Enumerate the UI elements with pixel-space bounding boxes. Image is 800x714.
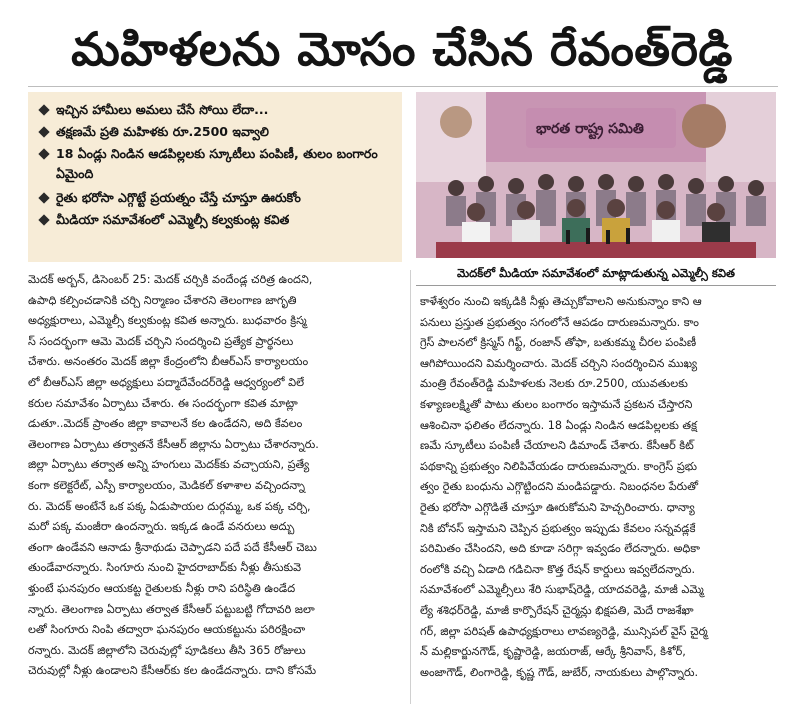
headline: మహిళలను మోసం చేసిన రేవంత్‌రెడ్డి xyxy=(71,22,733,76)
bullet-icon xyxy=(38,126,49,137)
article-line: అంజాగౌడ్, లింగారెడ్డి, కృష్ణ గౌడ్, జుబేర్, నాయకులు పాల్గొన్నారు. xyxy=(420,665,699,679)
bullet-icon xyxy=(38,148,49,159)
article-line: కంగా కలెక్టరేట్, ఎస్పీ కార్యాలయం, మెడికల్ కళాశాల వచ్చిందన్నా xyxy=(28,478,305,492)
article-line: జిల్లా ఏర్పాటు తర్వాత అన్ని హంగులు మెదక్‌కు వచ్చాయని, ప్రత్యే xyxy=(28,458,310,472)
banner-text: భారత రాష్ట్ర సమితి xyxy=(536,121,644,137)
article-line: న్నారు. తెలంగాణ ఏర్పాటు తర్వాత కేసీఆర్ పట్టుబట్టి గోదావరి జలా xyxy=(28,602,315,616)
article-line: తెలంగాణ ఏర్పాటు తర్వాతనే కేసీఆర్ జిల్లాను ఏర్పాటు చేశారన్నారు. xyxy=(28,437,319,451)
article-line: ఆశించినా ఫలితం లేదన్నారు. 18 ఏండ్లు నిండిన ఆడపిల్లలకు తక్ష xyxy=(420,418,697,432)
article-line: పరిమితం చేసిందని, అది కూడా సరిగ్గా ఇవ్వడం లేదన్నారు. అధికా xyxy=(420,542,701,556)
article-line: తంగా ఉండేవని ఆనాడు శ్రీనాథుడు చెప్పాడని పదే పదే కేసీఆర్ చెబు xyxy=(28,540,317,554)
article-line: కాళేశ్వరం నుంచి ఇక్కడికి నీళ్లు తెచ్చుకోవాలని అనుకున్నాం కాని ఆ xyxy=(420,295,702,308)
highlight-item: 18 ఏండ్లు నిండిన ఆడపిల్లలకు స్కూటీలు పంపిణీ, తులం బంగారం ఏమైంది xyxy=(38,144,396,186)
highlight-item: తక్షణమే ప్రతి మహిళకు రూ.2500 ఇవ్వాలి xyxy=(38,122,396,142)
article-line: ల్యే శశిధర్‌రెడ్డి, మాజీ కార్పొరేషన్ చైర్మన్లు భిక్షపతి, మెదే రాజశేఖా xyxy=(420,603,694,617)
article-line: మరో పక్క మంజీరా ఉందన్నారు. ఇక్కడ ఉండే వనరులు అద్బు xyxy=(28,520,295,534)
highlight-item: మీడియా సమావేశంలో ఎమ్మెల్సీ కల్వకుంట్ల కవిత xyxy=(38,210,396,230)
article-line: లో బీఆర్ఎస్ జిల్లా అధ్యక్షులు పద్మాదేవేందర్‌రెడ్డి ఆధ్వర్యంలో విలే xyxy=(28,375,304,389)
caption-rule xyxy=(416,285,776,286)
press-conference-photo xyxy=(416,92,776,258)
bullet-icon xyxy=(38,192,49,203)
bullet-icon xyxy=(38,214,49,225)
article-line: పనులు ప్రస్తుత ప్రభుత్వం సగంలోనే ఆపడం దారుణమన్నారు. కాం xyxy=(420,315,699,329)
column-divider xyxy=(410,270,411,704)
article-line: లతో సింగూరు నింపి తద్వారా ఘనపురం ఆయకట్టును పరిరక్షించా xyxy=(28,623,306,637)
article-line: డుతూ..మెదక్ ప్రాంతం జిల్లా కావాలనే కల ఉండేదని, అది కేవలం xyxy=(28,417,303,431)
article-line: మంత్రి రేవంత్‌రెడ్డి మహిళలకు నెలకు రూ.2500, యువతులకు xyxy=(420,377,688,391)
article-line: రన్నారు. మెదక్ జిల్లాలోని చెరువుల్లో పూడికలు తీసి 365 రోజులు xyxy=(28,643,306,657)
headline-rule xyxy=(28,86,778,87)
article-line: రంలోకి వచ్చి ఏడాది గడిచినా కొత్త రేషన్ కార్డులు ఇవ్వలేదన్నారు. xyxy=(420,562,696,576)
article-line: గ్రెస్ పాలనలో క్రిస్మస్ గిఫ్ట్, రంజాన్ తోఫా, బతుకమ్మ చీరల పంపిణీ xyxy=(420,336,697,350)
article-line: ఉపాధి కల్పించడానికి చర్చి నిర్మాణం చేశారని తెలంగాణ జాగృతి xyxy=(28,293,297,307)
article-line: రైతు భరోసా ఎగ్గొడితే చూస్తూ ఊరుకోమని హెచ్చరించారు. ధాన్యా xyxy=(420,500,695,514)
article-line: కళ్యాణలక్ష్మితో పాటు తులం బంగారం ఇస్తామనే ప్రకటన చేస్తారని xyxy=(420,397,693,411)
article-line: ణమే స్కూటీలు పంపిణీ చేయాలని డిమాండ్ చేశారు. కేసీఆర్ కిట్ xyxy=(420,439,694,453)
highlights-box xyxy=(28,92,402,262)
article-line: స్ సందర్భంగా ఆమె మెదక్ చర్చిని సందర్శించి ప్రత్యేక ప్రార్థనలు xyxy=(28,334,294,348)
highlight-item: ఇచ్చిన హామీలు అమలు చేసే సోయి లేదా... xyxy=(38,100,396,120)
article-line: పథకాన్ని ప్రభుత్వం నిలిపివేయడం దారుణమన్నారు. కాంగ్రెస్ ప్రభు xyxy=(420,459,698,473)
article-right-column xyxy=(420,292,778,706)
photo-caption: మెదక్‌లో మీడియా సమావేశంలో మాట్లాడుతున్న ఎమ్మెల్సీ కవిత xyxy=(457,266,735,280)
article-line: నికి బోనస్ ఇస్తామని చెప్పిన ప్రభుత్వం ఇప్పుడు కేవలం సన్నవడ్లకే xyxy=(420,521,696,535)
article-line: ఆగిపోయిందని విమర్శించారు. మెదక్ చర్చిని సందర్శించిన ముఖ్య xyxy=(420,356,698,370)
highlight-item: రైతు భరోసా ఎగ్గొట్టే ప్రయత్నం చేస్తే చూస్తూ ఊరుకోం xyxy=(38,188,396,208)
article-line: న్ మల్లికార్జునగౌడ్, కృష్ణారెడ్డి, జయరాజ్, ఆర్కే శ్రీనివాస్, కిశోర్, xyxy=(420,645,686,659)
article-line: త్వం రైతు బంధును ఎగ్గొట్టిందని మండిపడ్డారు. నిబంధనల పేరుతో xyxy=(420,480,699,494)
article-line: కరుల సమావేశం ఏర్పాటు చేశారు. ఈ సందర్భంగా కవిత మాట్లా xyxy=(28,396,298,410)
article-line: ళ్తుంటే ఘనపురం ఆయకట్ట రైతులకు నీళ్లు రాని పరిస్థితి ఉండేద xyxy=(28,581,296,595)
article-left-column xyxy=(28,270,406,706)
article-line: గర్, జిల్లా పరిషత్ ఉపాధ్యక్షురాలు లావణ్యరెడ్డి, మున్సిపల్ వైస్ చైర్మ xyxy=(420,624,708,638)
article-line: మెదక్ అర్బన్, డిసెంబర్ 25: మెదక్ చర్చికి వందేండ్ల చరిత్ర ఉందని, xyxy=(28,273,313,286)
bullet-icon xyxy=(38,104,49,115)
article-line: తుండేవారన్నారు. సింగూరు నుంచి హైదరాబాద్‌కు నీళ్లు తీసుకువె xyxy=(28,561,302,575)
article-line: రు. మెదక్ అంటేనే ఒక పక్క ఏడుపాయల దుర్గమ్మ, ఒక పక్క చర్చి, xyxy=(28,499,311,513)
article-line: అధ్యక్షురాలు, ఎమ్మెల్సీ కల్వకుంట్ల కవిత అన్నారు. బుధవారం క్రిస్మ xyxy=(28,314,307,328)
article-line: చేశారు. అనంతరం మెదక్ జిల్లా కేంద్రంలోని బీఆర్ఎస్ కార్యాలయం xyxy=(28,355,309,369)
press-table xyxy=(436,242,756,258)
article-line: చెరువుల్లో నీళ్లు ఉండాలని కేసీఆర్‌కు కల ఉండేదన్నారు. దాని కోసమే xyxy=(28,664,317,678)
article-line: సమావేశంలో ఎమ్మెల్సీలు శేరి సుభాష్‌రెడ్డి, యాదవరెడ్డి, మాజీ ఎమ్మె xyxy=(420,583,704,597)
